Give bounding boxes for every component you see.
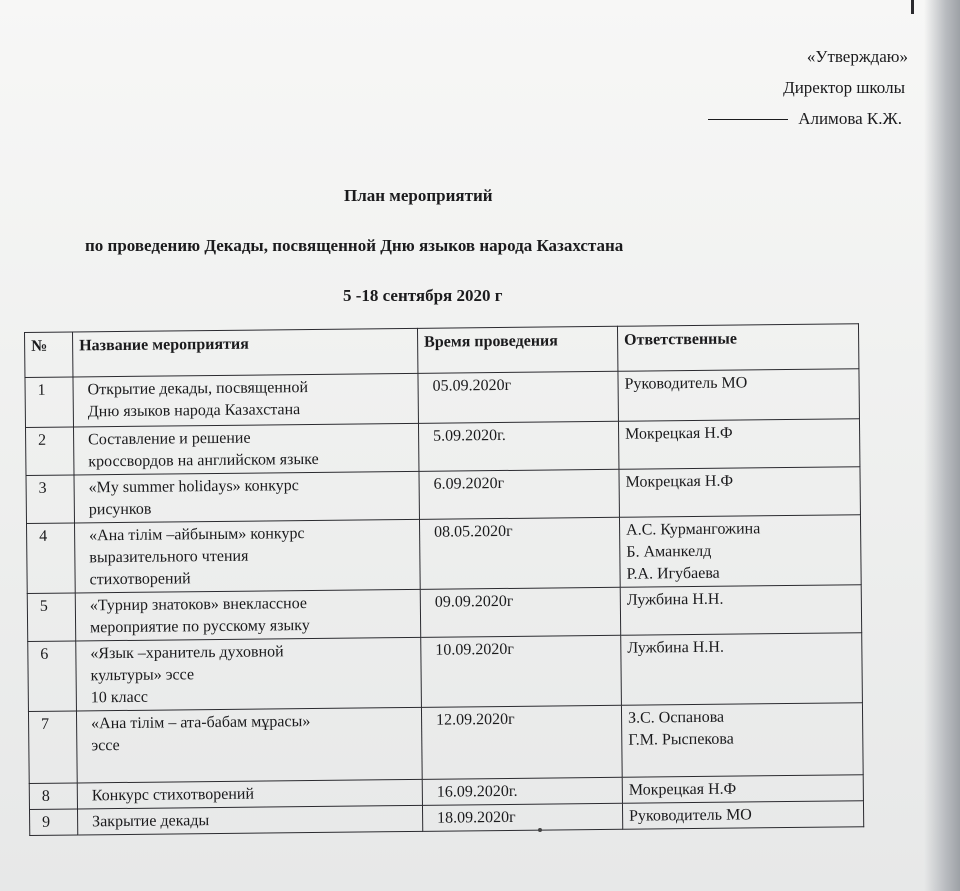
row-responsible: Лужбина Н.Н. — [620, 585, 861, 636]
row-responsible: Мокрецкая Н.Ф — [622, 775, 863, 804]
row-event-name: Конкурс стихотворений — [77, 779, 422, 809]
header-event-name: Название мероприятия — [73, 328, 418, 377]
row-date: 10.09.2020г — [421, 635, 622, 707]
row-event-name: «Турнир знатоков» внеклассное мероприятие по русскому языку — [75, 589, 420, 641]
row-responsible: Мокрецкая Н.Ф — [618, 419, 859, 470]
header-date: Время проведения — [417, 326, 617, 373]
row-number: 8 — [29, 783, 77, 810]
row-responsible: Мокрецкая Н.Ф — [619, 467, 860, 518]
row-date: 12.09.2020г — [421, 705, 622, 779]
approval-signature — [708, 104, 902, 134]
row-responsible: З.С. Оспанова Г.М. Рыспекова — [621, 703, 863, 778]
row-date: 18.09.2020г — [422, 803, 622, 831]
document-dates: 5 -18 сентября 2020 г — [343, 286, 503, 305]
row-date: 08.05.2020г — [419, 517, 620, 589]
row-responsible: Лужбина Н.Н. — [621, 633, 863, 706]
row-number: 2 — [26, 427, 75, 476]
row-event-name: Открытие декады, посвященной Дню языков народа Казахстана — [73, 373, 419, 427]
row-date: 16.09.2020г. — [422, 777, 622, 805]
signature-line — [708, 119, 788, 120]
row-responsible: Руководитель МО — [622, 801, 863, 830]
row-responsible: А.С. Курмангожина Б. Аманкелд Р.А. Игубаева — [619, 515, 861, 588]
row-number: 9 — [30, 809, 78, 836]
monitor-edge — [924, 0, 960, 891]
row-event-name: Закрытие декады — [77, 805, 422, 835]
table-row — [27, 515, 862, 594]
table-row — [26, 419, 860, 476]
row-number: 6 — [28, 641, 77, 711]
row-number: 7 — [28, 711, 77, 783]
approval-label: «Утверждаю» — [806, 47, 908, 66]
approval-position: Директор школы — [783, 78, 905, 97]
row-number: 3 — [26, 475, 75, 524]
header-responsible: Ответственные — [617, 324, 858, 372]
row-event-name: «Ана тілім –айбыным» конкурс выразительного чтения стихотворений — [75, 519, 421, 593]
document-title: План мероприятий — [344, 186, 493, 205]
row-number: 4 — [27, 523, 76, 593]
row-event-name: «My summer holidays» конкурс рисунков — [74, 471, 419, 523]
row-number: 1 — [25, 377, 74, 427]
row-event-name: Составление и решение кроссвордов на английском языке — [73, 423, 418, 475]
table-row — [26, 467, 860, 524]
table-row — [25, 369, 859, 428]
table-row — [27, 585, 861, 642]
row-responsible: Руководитель МО — [618, 369, 860, 422]
events-table — [24, 323, 864, 836]
row-number: 5 — [27, 593, 76, 642]
edge-mark — [911, 0, 914, 14]
row-event-name: «Ана тілім – ата-бабам мұрасы» эссе — [76, 707, 422, 783]
row-date: 6.09.2020г — [419, 469, 619, 519]
row-date: 09.09.2020г — [420, 587, 620, 637]
row-date: 05.09.2020г — [418, 371, 619, 423]
row-date: 5.09.2020г. — [418, 421, 618, 471]
speck — [538, 828, 542, 832]
table-row — [28, 633, 863, 712]
row-event-name: «Язык –хранитель духовной культуры» эссе 10 класс — [76, 637, 422, 711]
table-row — [28, 703, 863, 784]
approval-name: Алимова К.Ж. — [798, 109, 902, 128]
header-number: № — [25, 332, 73, 378]
document-subtitle: по проведению Декады, посвященной Дню языков народа Казахстана — [85, 236, 624, 255]
